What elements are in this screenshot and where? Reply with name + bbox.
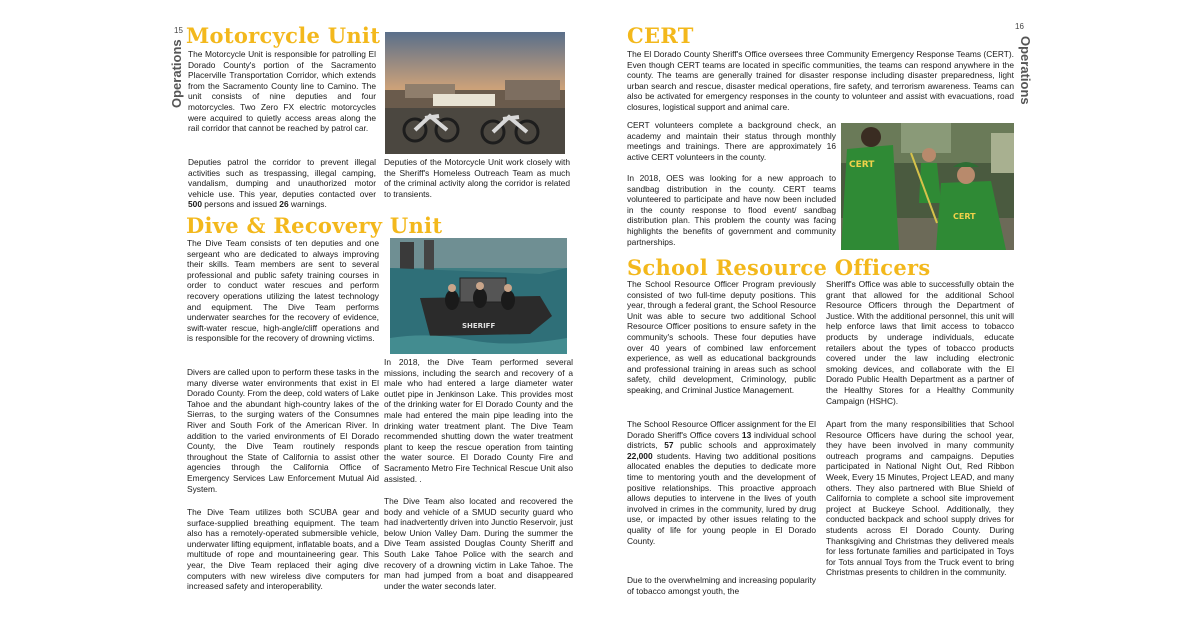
cert-paragraph-3: In 2018, OES was looking for a new approach to sandbag distribution in the county. CERT teams volunteered to participate and have now been included in the county response to flood event/ sandbag distribution plan. This problem the county was facing highlights the benefits of government and community partnerships.	[627, 173, 836, 247]
dive-recovery-unit-title: Dive & Recovery Unit	[186, 213, 443, 238]
dive-paragraph-2: Divers are called upon to perform these tasks in the many diverse water environments that exist in El Dorado County. From the deep, cold waters of Lake Tahoe and the abundant high-country lakes of the Sierras, to the surging waters of the Consumnes River and South Fork of the American River. In addition to the varied environments of El Dorado County, the Dive Team routinely responds throughout the State of California to assist other agencies through the California Office of Emergency Services Law Enforcement Mutual Aid System.	[187, 367, 379, 494]
persons-contacted-count: 500	[188, 199, 202, 210]
dive-paragraph-4: In 2018, the Dive Team performed several missions, including the search and recovery of a male who had entered a large diameter water outlet pipe in Jenkinson Lake. This provides most of the drinking water for El Dorado County and the male had entered the main pipe leading into the drinking water treatment plant. The Dive Team recommended shutting down the water treatment plant to keep the rescue operation from tainting the water source. El Dorado County Fire and Sacramento Metro Fire Technical Rescue Unit also assisted. .	[384, 357, 573, 484]
dive-paragraph-3: The Dive Team utilizes both SCUBA gear and surface-supplied breathing equipment. The team also has a remotely-operated submersible vehicle, underwater lifting equipment, inflatable boats, and a multitude of rope and mountaineering gear. This year, the Dive Team replaced their aging dive computers with new wireless dive computers for increased safety and interoperability.	[187, 507, 379, 592]
cert-vest-label-2: CERT	[953, 212, 976, 221]
section-label-right: Operations	[1018, 36, 1033, 105]
sro-paragraph-3: Due to the overwhelming and increasing popularity of tobacco amongst youth, the	[627, 575, 816, 596]
sro-paragraph-2: The School Resource Officer assignment for the El Dorado Sheriff's Office covers 13 individual school districts, 57 public schools and approximately 22,000 students. Having two additional positions allocated enables the deputies to dedicate more time to mentoring youth and the development of positive relationships. This proactive approach allows deputies to intervene in the lives of youth involved in crimes in the community, lured by drug use, or impacted by other issues relating to the quality of life for young people in El Dorado County.	[627, 419, 816, 546]
sro-paragraph-1: The School Resource Officer Program previously consisted of two full-time deputy positions. This year, through a federal grant, the School Resource Unit was able to secure two additional School Resource Officer positions to ensure safety in the community's schools. These four deputies have over 40 years of combined law enforcement experience, as well as educational backgrounds and professional training in areas such as school safety, child development, Criminology, public speaking, and Criminal Justice Management.	[627, 279, 816, 395]
motorcycle-unit-title: Motorcycle Unit	[186, 23, 381, 48]
public-schools-count: 57	[664, 440, 674, 451]
dive-paragraph-1: The Dive Team consists of ten deputies and one sergeant who are dedicated to always improving their skills. Team members are sent to several professional and public safety training courses in order to conduct water rescues and perform recovery operations utilizing the latest technology and equipment. The Dive Team performs underwater searches for the recovery of evidence, swift-water rescue, high-angle/cliff operations and is responsible for the recovery of drowning victims.	[187, 238, 379, 344]
page-number-left: 15	[174, 26, 183, 35]
school-districts-count: 13	[741, 429, 752, 440]
cert-vest-label-1: CERT	[849, 160, 875, 170]
page-number-right: 16	[1015, 22, 1024, 31]
boat-sheriff-lettering: SHERIFF	[462, 322, 496, 330]
school-resource-officers-title: School Resource Officers	[627, 255, 931, 280]
section-label-left: Operations	[169, 39, 184, 108]
warnings-count: 26	[279, 199, 289, 210]
cert-volunteers-photo	[841, 123, 1014, 250]
cert-paragraph-1: The El Dorado County Sheriff's Office oversees three Community Emergency Response Teams (CERT). Even though CERT teams are located in specific communities, the teams can respond anywhere in the county. The teams are generally trained for disaster response including disaster preparedness, light urban search and rescue, disaster medical operations, fire safety, and terrorism awareness. Teams can also be activated for emergency responses in the county to volunteer and assist with evacuations, road closures, logistical support and animal care.	[627, 49, 1014, 112]
motorcycle-photo	[385, 32, 565, 154]
motorcycle-paragraph-1: The Motorcycle Unit is responsible for patrolling El Dorado County's portion of the Sacramento Placerville Transportation Corridor, which extends from the Sacramento County line to Camino. The unit consists of nine deputies and four motorcycles. Two Zero FX electric motorcycles were acquired to quietly access areas along the rail corridor that cannot be reached by patrol car.	[188, 49, 376, 134]
students-count: 22,000	[627, 450, 653, 461]
motorcycle-photo-caption: Deputies of the Motorcycle Unit work closely with the Sheriff's Homeless Outreach Team as much of the criminal activity along the corridor is related to transients.	[384, 157, 570, 199]
sro-paragraph-4: Sheriff's Office was able to successfully obtain the grant that allowed for the additional School Resource Officers through the Department of Justice. With the additional personnel, this unit will help enforce laws that limit access to tobacco products by underage individuals, educate retailers about the types of tobacco products covered under the law including electronic smoking devices, and collaborate with the El Dorado Public Health Department as a partner of the Healthy Stores for a Healthy Community Campaign (HSHC).	[826, 279, 1014, 406]
cert-paragraph-2: CERT volunteers complete a background check, an academy and maintain their status through monthly meetings and trainings. There are approximately 16 active CERT volunteers in the county.	[627, 120, 836, 162]
sro-paragraph-5: Apart from the many responsibilities that School Resource Officers have during the school year, they have been involved in many community outreach programs and campaigns. Deputies participated in National Night Out, Red Ribbon Week, Every 15 Minutes, Project LEAD, and many others. They also partnered with Blue Shield of California to complete a school site improvement project at Buckeye School. Additionally, they conducted backpack and school supply drives for students across El Dorado County. During Thanksgiving and Christmas they delivered meals for less fortunate families and participated in Toys for Tots annual Toys from the Truck event to bring Christmas presents to children in the community.	[826, 419, 1014, 578]
motorcycle-paragraph-2: Deputies patrol the corridor to prevent illegal activities such as trespassing, illegal camping, vandalism, dumping and unauthorized motor vehicle use. This year, deputies contacted over 500 persons and issued 26 warnings.	[188, 157, 376, 210]
cert-title: CERT	[627, 23, 694, 48]
dive-paragraph-5: The Dive Team also located and recovered the body and vehicle of a SMUD security guard who had inadvertently driven into Junctio Reservoir, just below Union Valley Dam. During the summer the Dive Team assisted Douglas County Sheriff and South Lake Tahoe Police with the search and recovery of a drowning victim in Lake Tahoe. The man had jumped from a boat and disappeared under the water seconds later.	[384, 496, 574, 591]
dive-team-photo	[390, 238, 567, 354]
